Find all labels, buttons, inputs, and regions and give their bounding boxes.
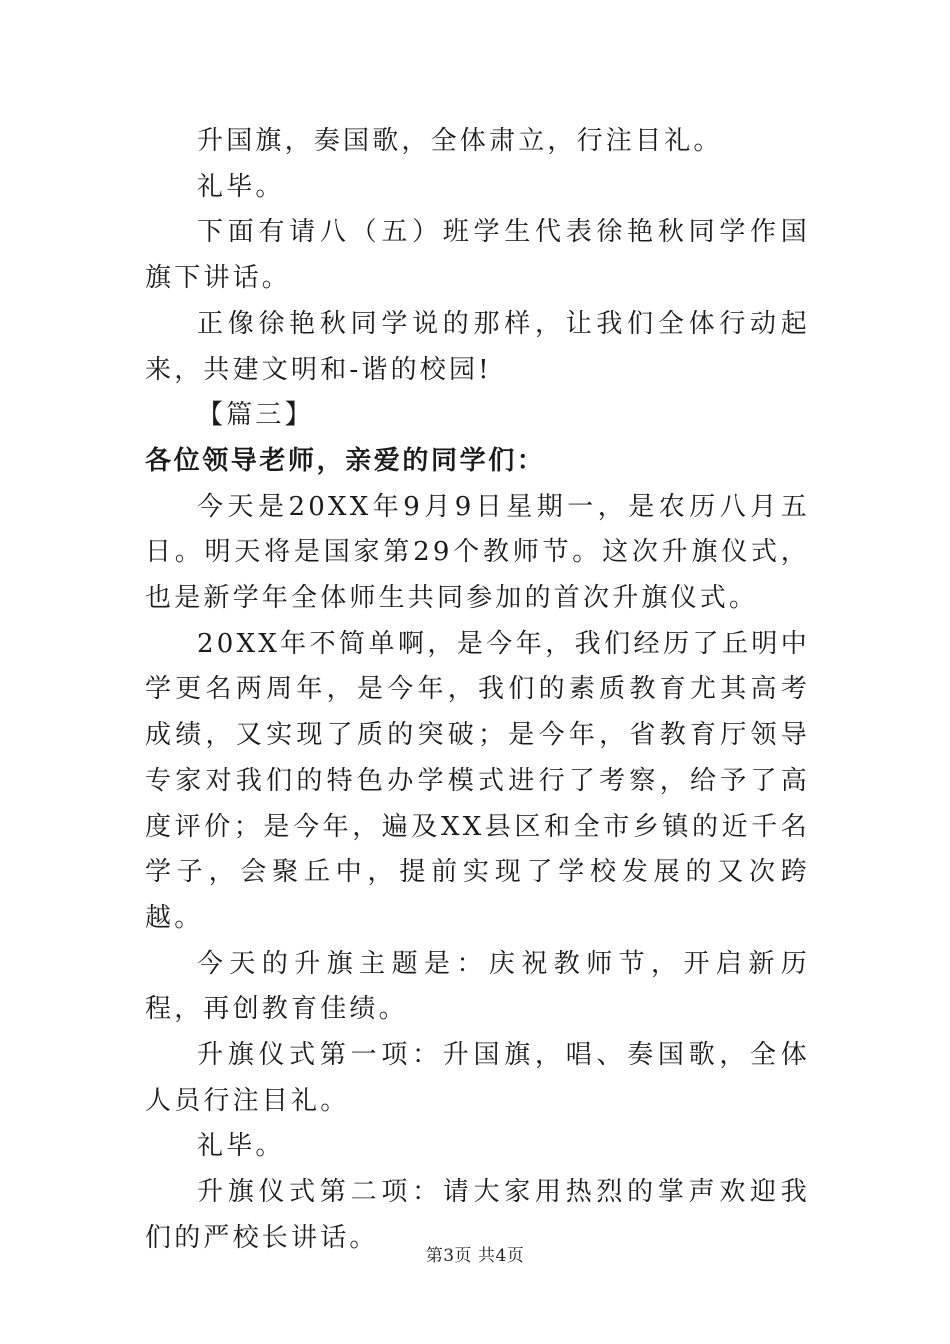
section-heading: 【篇三】 bbox=[197, 400, 314, 431]
paragraph-achievements: 20XX年不简单啊，是今年，我们经历了丘明中学更名两周年，是今年，我们的素质教育尤其高考成绩，又实现了质的突破；是今年，省教育厅领导专家对我们的特色办学模式进行了考察，给予了高度评价；是今年，遍及XX县区和全市乡镇的近千名学子，会聚丘中，提前实现了学校发展的又次跨越。 bbox=[145, 628, 810, 933]
paragraph-student-speech: 下面有请八（五）班学生代表徐艳秋同学作国旗下讲话。 bbox=[145, 217, 810, 294]
paragraph-theme: 今天的升旗主题是：庆祝教师节，开启新历程，再创教育佳绩。 bbox=[145, 948, 810, 1025]
paragraph-flag-raising: 升国旗，奏国歌，全体肃立，行注目礼。 bbox=[197, 126, 723, 156]
page-footer: 第3页 共4页 bbox=[425, 1246, 525, 1266]
salutation: 各位领导老师，亲爱的同学们： bbox=[145, 445, 546, 476]
paragraph-item-one: 升旗仪式第一项：升国旗，唱、奏国歌，全体人员行注目礼。 bbox=[145, 1040, 810, 1116]
document-body bbox=[145, 119, 810, 1262]
paragraph-item-two: 升旗仪式第二项：请大家用热烈的掌声欢迎我们的严校长讲话。 bbox=[145, 1177, 810, 1253]
paragraph-ceremony-end: 礼毕。 bbox=[197, 171, 285, 202]
paragraph-civilized-campus: 正像徐艳秋同学说的那样，让我们全体行动起来，共建文明和-谐的校园! bbox=[145, 308, 810, 385]
paragraph-date: 今天是20XX年9月9日星期一，是农历八月五日。明天将是国家第29个教师节。这次升旗仪式，也是新学年全体师生共同参加的首次升旗仪式。 bbox=[145, 491, 810, 614]
paragraph-ceremony-end-2: 礼毕。 bbox=[197, 1131, 285, 1162]
